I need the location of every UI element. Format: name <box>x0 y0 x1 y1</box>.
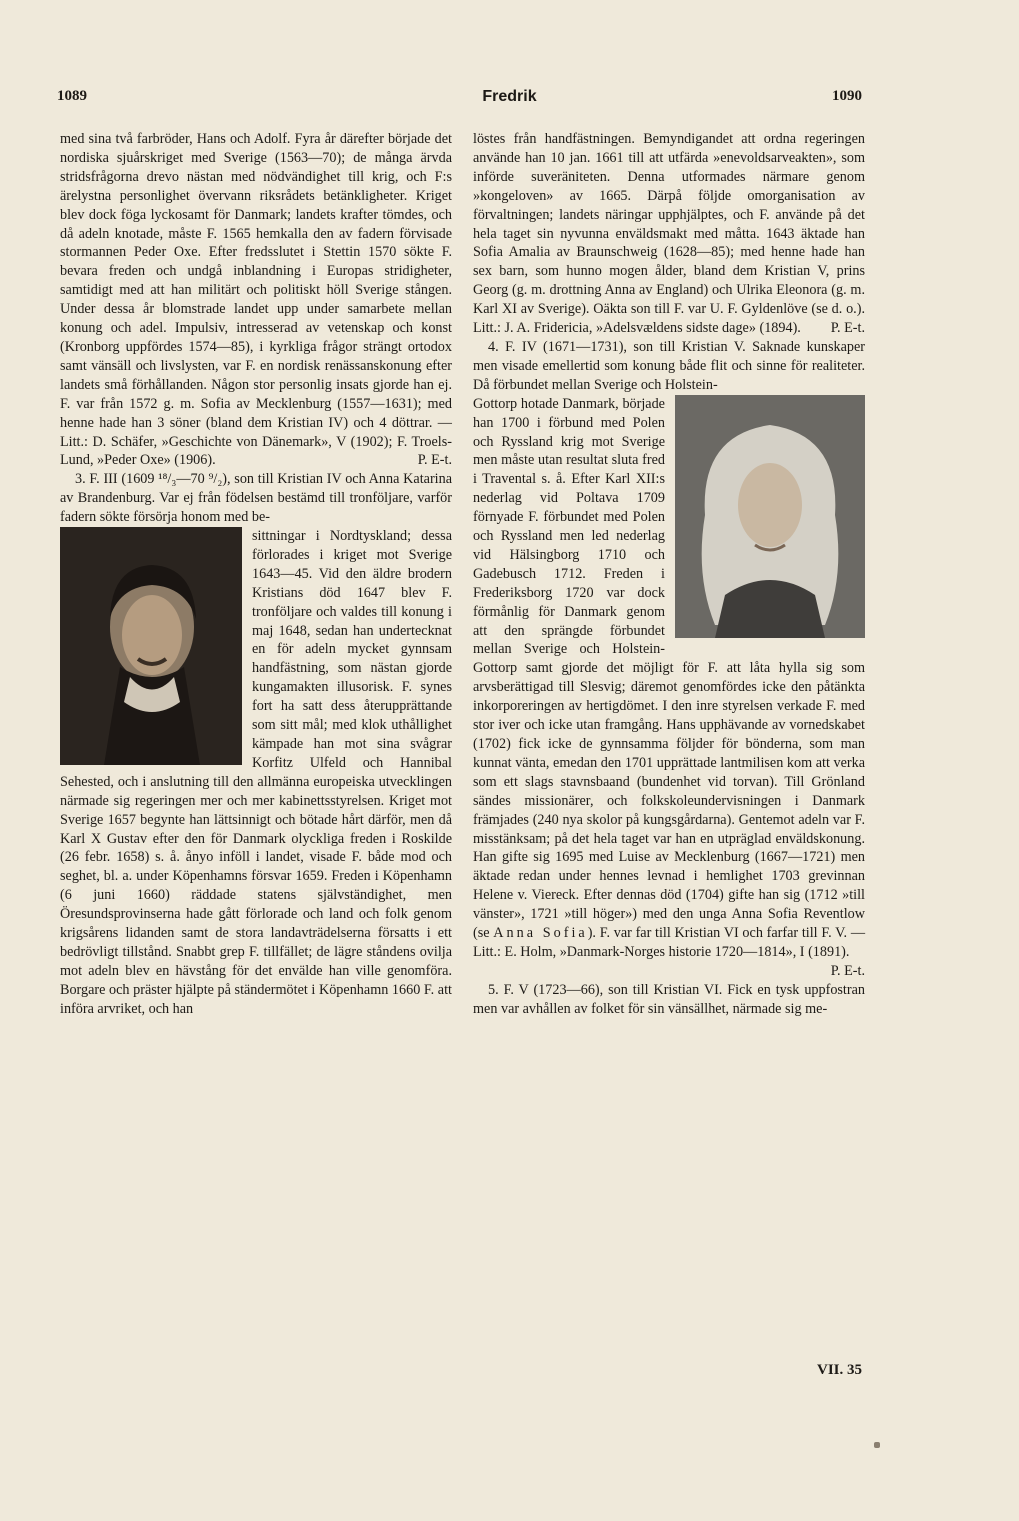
paragraph-text-end: ). F. var far till Kristian VI och farfar till F. V. — Litt.: E. Holm, »Danmark-Norges historie 1720—1814», I (1891). <box>473 925 866 960</box>
paragraph-frederick-iii-end <box>473 130 865 338</box>
author-signature: P. E-t. <box>417 452 452 469</box>
portrait-frederick-iii <box>60 527 242 765</box>
portrait-image <box>675 395 865 638</box>
left-column <box>60 130 452 1019</box>
volume-mark: VII. 35 <box>816 1362 862 1378</box>
page-title: Fredrik <box>482 88 537 105</box>
paragraph-text: löstes från handfästningen. Bemyndigandet att ordna regeringen använde han 10 jan. 1661 till att utfärda »enevoldsarveakten», som införde suveräniteten. Denna utformades närmare genom »kongeloven» av 1665. Därpå följde omorganisation av förvaltningen; landets näringar upphjälptes, och F. använde på det hela taget sin nyvunna enväldsmakt med måtta. 1643 äktade han Sofia Amalia av Braunschweig (1628—85); med henne hade han sex barn, som hunno mogen ålder, bland dem Kristian V, prins Georg (g. m. drottning Anna av England) och Ulrika Eleonora (g. m. Karl XI av Sverige). Oäkta son till F. var U. F. Gyldenlöve (se d. o.). Litt.: J. A. Fridericia, »Adelsvældens sidste dage» (1894). <box>473 131 865 337</box>
page-number-right: 1090 <box>832 88 862 104</box>
right-column <box>473 130 865 1019</box>
ink-speck <box>874 1442 880 1448</box>
paragraph-frederick-iii-body: sittningar i Nordtyskland; dessa förlorades i kriget mot Sverige 1643—45. Vid den äldre brodern Kristians död 1647 blev F. tronföljare och valdes till konung i maj 1648, sedan han undertecknat en för adeln mycket gynnsam handfästning, som nästan gjorde kungamakten illusorisk. F. synes fort ha satt dess återupprättande som sitt mål; med klok uthållighet kämpade han mot sina svågrar Korfitz Ulfeld och Hannibal Sehested, och i anslutning till den allmänna europeiska utvecklingen närmade sig regeringen mer och mer kabinettsstyrelsen. Kriget mot Sverige 1657 begynte han lättsinnigt och bötade hårt därför, men då Karl X Gustav efter den för Danmark olyckliga freden i Roskilde (26 febr. 1658) s. å. ånyo inföll i landet, visade F. både mod och seghet, bl. a. under Köpenhamns försvar 1659. Freden i Köpenhamn (6 juni 1660) räddade statens självständighet, men Öresundsprovinserna hade gått förlorade och land och folk genom krigsårens lidanden samt de stora landavträdelserna försatts i ett bedrövligt tillstånd. Snabbt grep F. tillfället; de lägre ståndens ovilja mot adeln blev en hävstång för det envälde han ville genomföra. Borgare och präster hjälpte på ständermötet i Köpenhamn 1660 F. att införa arvriket, och han <box>60 528 452 1017</box>
portrait-frederick-iv <box>675 395 865 638</box>
author-signature: P. E-t. <box>830 962 865 979</box>
page-number-left: 1089 <box>57 88 87 104</box>
cross-reference: Anna Sofia <box>493 925 588 942</box>
paragraph-frederick-v: 5. F. V (1723—66), son till Kristian VI. Fick en tysk uppfostran men var avhållen av folket för sin vänsällhet, närmade sig me- <box>473 981 865 1017</box>
page-header <box>0 88 1019 112</box>
paragraph-text: Gottorp hotade Danmark, började han 1700 i förbund med Polen och Ryssland krig mot Sverige men måste utan resultat sluta fred i Travental s. å. Efter Karl XII:s nederlag vid Poltava 1709 förnyade F. förbundet med Polen och Ryssland men led nederlag vid Hälsingborg 1710 och Gadebusch 1712. Freden i Frederiksborg 1720 var dock förmånlig för Danmark genom att den sprängde förbundet mellan Sverige och Holstein-Gottorp samt gjorde det möjligt för F. att låta hylla sig som arvsberättigad till Slesvig; däremot genomfördes icke den påtänkta inkorporeringen av hertigdömet. I den inre styrelsen verkade F. med stor iver och icke utan framgång. Hans upphävande av vornedskabet (1702) fick icke de gynnsamma följder för bönderna, som man kunnat vänta, emedan den 1701 upprättade lantmilisen kom att verka som ett slags stavnsbaand (bundenhet vid torvan). Till Grönland sändes missionärer, och folkskoleundervisningen i Danmark främjades (240 nya skolor på kungsgårdarna). Gentemot adeln var F. misstänksam; på det hela taget var han en utpräglad enväldskonung. Han gifte sig 1695 med Luise av Mecklenburg (1667—1721) men äktade redan under hennes levnad i hemlighet 1703 grevinnan Helene v. Viereck. Efter dennas död (1704) gifte han sig (1712 »till vänster», 1721 »till höger») med den unga Anna Sofia Reventlow (se <box>473 395 865 942</box>
portrait-image <box>60 527 242 765</box>
paragraph-frederick-iv-intro: 4. F. IV (1671—1731), son till Kristian V. Saknade kunskaper men visade emellertid som konung både flit och sinne för realiteter. Då förbundet mellan Sverige och Holstein- <box>473 338 865 393</box>
paragraph-frederick-ii-end <box>60 130 452 470</box>
paragraph-frederick-iii-intro: 3. F. III (1609 ¹⁸/₃—70 ⁹/₂), son till Kristian IV och Anna Katarina av Brandenburg. Var ej från födelsen bestämd till tronföljare, varför fadern sökte försörja honom med be- <box>60 471 452 526</box>
author-signature: P. E-t. <box>830 320 865 337</box>
paragraph-text: med sina två farbröder, Hans och Adolf. Fyra år därefter började det nordiska sjuårskriget med Sverige (1563—70); de många ärvda stridsfrågorna drevo nästan med nödvändighet till krig, och F:s ärelystna personlighet övervann riksrådets betänkligheter. Kriget blev dock föga lyckosamt för Danmark; landets krafter tömdes, och då adeln knotade, måste F. 1565 hemkalla den av fadern förvisade stormannen Peder Oxe. Efter fredsslutet i Stettin 1570 sökte F. bevara freden och undgå inblandning i Europas stridigheter, samtidigt med att han militärt och politiskt höll Sverige stången. Under dessa år blomstrade landet upp under samarbete mellan konung och adel. Impulsiv, intresserad av vetenskap och konst (Kronborg uppfördes 1574—85), i kyrkliga frågor strängt ortodox samt vänsäll och livslysten, var F. en nordisk renässanskonung efter landets små förhållanden. Någon stor personlig insats gjorde han ej. F. var från 1572 g. m. Sofia av Mecklenburg (1557—1631); med henne hade han 3 söner (bland dem Kristian IV) och 4 döttrar. — Litt.: D. Schäfer, »Geschichte von Dänemark», V (1902); F. Troels-Lund, »Peder Oxe» (1906). <box>60 131 452 469</box>
